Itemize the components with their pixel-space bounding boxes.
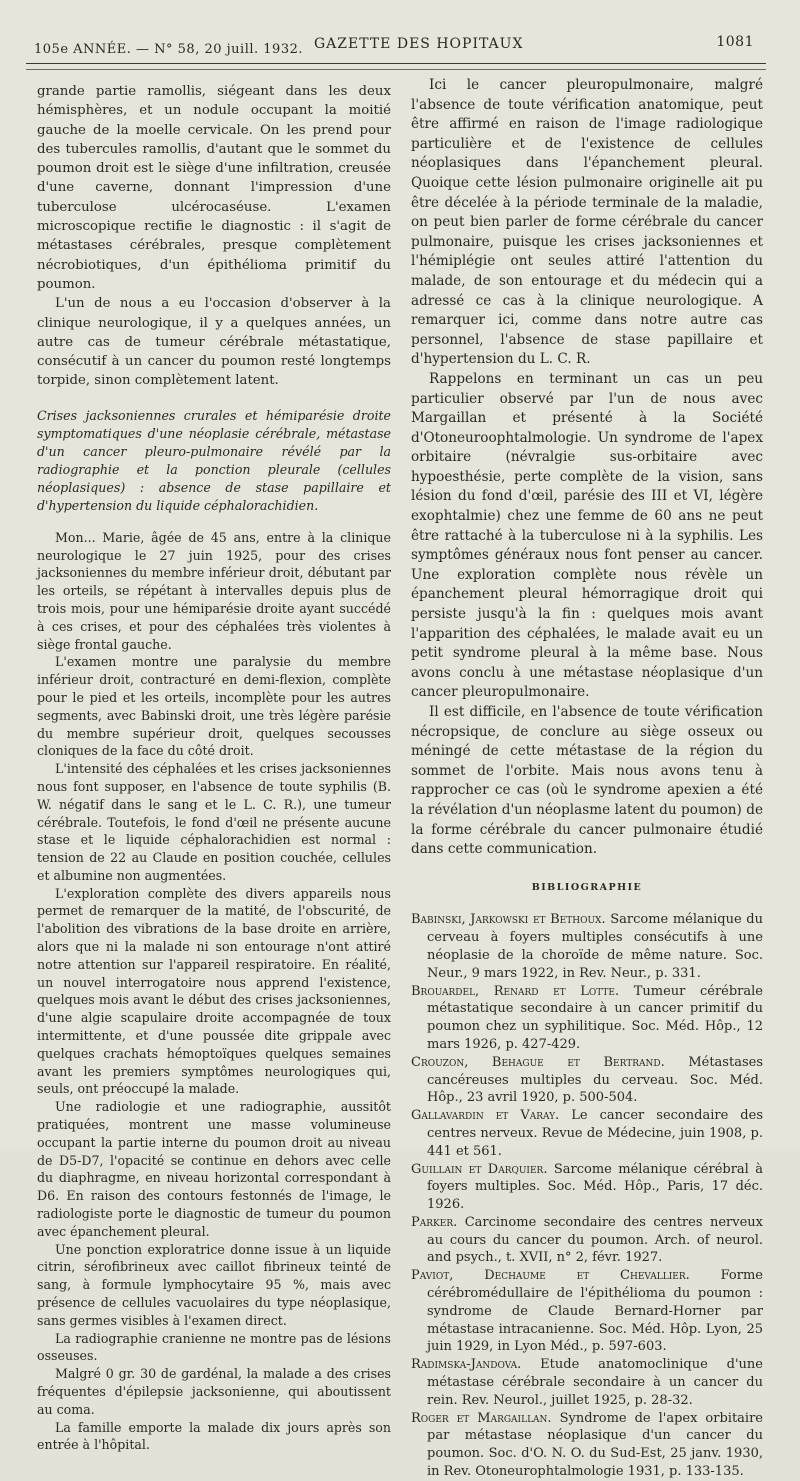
body-paragraph: Il est difficile, en l'absence de toute vérification nécropsique, de conclure au siège osseux ou méningé de cette métastase de la région du sommet de l'orbite. Mais nous avons tenu à rapprocher ce cas (où le syndrome apexien a été la révélation d'un néoplasme latent du poumon) de la forme cérébrale du cancer pulmonaire étudié dans cette communication. [411, 704, 763, 858]
bibliography-authors: Parker. [411, 1214, 458, 1230]
bibliography-entry [411, 911, 763, 982]
body-paragraph: Rappelons en terminant un cas un peu particulier observé par l'un de nous avec Margaillan et présenté à la Société d'Otoneuroophtalmologie. Un syndrome de l'apex orbitaire (névralgie sus-orbitaire avec hypoesthésie, perte complète de la vision, sans lésion du fond d'œil, parésie des III et VI, légère exophtalmie) chez une femme de 60 ans ne peut être rattaché à la tuberculose ni à la syphilis. Les symptômes généraux nous font penser au cancer. Une exploration complète nous révèle un épanchement pleural hémorragique droit qui persiste jusqu'à la fin : quelques mois avant l'apparition des céphalées, le malade avait eu un petit syndrome pleural à la même base. Nous avons conclu à une métastase néoplasique d'un cancer pleuropulmonaire. [411, 370, 763, 701]
case-paragraph: Mon... Marie, âgée de 45 ans, entre à la clinique neurologique le 27 juin 1925, pour des crises jacksoniennes du membre inférieur droit, débutant par les orteils, se répétant à intervalles depuis plus de trois mois, pour une hémiparésie droite ayant succédé à ces crises, et pour des céphalées très violentes à siège frontal gauche. [37, 529, 391, 652]
case-paragraph: La radiographie cranienne ne montre pas de lésions osseuses. [37, 1330, 391, 1364]
bibliography-text: Tumeur cérébrale métastatique secondaire à un cancer primitif du poumon chez un syphilitique. Soc. Méd. Hôp., 12 mars 1926, p. 427-429. [427, 983, 763, 1052]
case-paragraph: L'exploration complète des divers appareils nous permet de remarquer de la matité, de l'obscurité, de l'abolition des vibrations de la base droite en arrière, alors que ni la malade ni son entourage n'ont attiré notre attention sur l'appareil respiratoire. En réalité, un nouvel interrogatoire nous apprend l'existence, quelques mois avant le début des crises jacksoniennes, d'une algie scapulaire droite accompagnée de toux intermittente, et d'une poussée dite grippale avec quelques crachats hémoptoïques quelques semaines avant les premiers symptômes neurologiques qui, seuls, ont préoccupé la malade. [37, 885, 391, 1097]
bibliography-authors: Gallavardin et Varay. [411, 1108, 560, 1124]
issue-info: 105e ANNÉE. — N° 58, 20 juill. 1932. [34, 42, 303, 57]
bibliography-text: Syndrome de l'apex orbitaire par métastase néoplasique d'un cancer du poumon. Soc. d'O. N. O. du Sud-Est, 25 janv. 1930, in Rev. Otoneurophtalmologie 1931, p. 133-135. [427, 1410, 763, 1480]
case-paragraph: Une ponction exploratrice donne issue à un liquide citrin, sérofibrineux avec caillot fibrineux teinté de sang, à formule lymphocytaire 95 %, mais avec présence de cellules vacuolaires du type néoplasique, sans germes visibles à l'examen direct. [37, 1241, 391, 1328]
bibliography-authors: Guillain et Darquier. [411, 1161, 548, 1177]
bibliography-authors: Roger et Margaillan. [411, 1410, 552, 1426]
case-paragraph: Malgré 0 gr. 30 de gardénal, la malade a des crises fréquentes d'épilepsie jacksonienne, qui aboutissent au coma. [37, 1366, 391, 1417]
bibliography-entry [411, 983, 763, 1054]
case-paragraph: Une radiologie et une radiographie, aussitôt pratiquées, montrent une masse volumineuse occupant la partie interne du poumon droit au niveau de D5-D7, l'opacité se continue en dehors avec celle du diaphragme, en niveau horizontal correspondant à D6. En raison des contours festonnés de l'image, le radiologiste porte le diagnostic de tumeur du poumon avec épanchement pleural. [37, 1099, 391, 1239]
journal-title: GAZETTE DES HOPITAUX [314, 36, 524, 52]
bibliography-title: BIBLIOGRAPHIE [531, 881, 643, 893]
bibliography-authors: Crouzon, Behague et Bertrand. [411, 1054, 665, 1070]
bibliography-entry [411, 1267, 763, 1356]
bibliography-entry [411, 1410, 763, 1481]
bibliography-text: Etude anatomoclinique d'une métastase cérébrale secondaire à un cancer du rein. Rev. Neurol., juillet 1925, p. 28-32. [427, 1357, 764, 1408]
bibliography-entry [411, 1214, 763, 1267]
bibliography-text: Forme cérébromédullaire de l'épithélioma du poumon : syndrome de Claude Bernard-Horner par métastase intracanienne. Soc. Méd. Hôp. Lyon, 25 juin 1929, in Lyon Méd., p. 597-603. [427, 1268, 763, 1355]
case-paragraph: L'intensité des céphalées et les crises jacksoniennes nous font supposer, en l'absence de toute syphilis (B. W. négatif dans le sang et le L. C. R.), une tumeur cérébrale. Toutefois, le fond d'œil ne présente aucune stase et le liquide céphalorachidien est normal : tension de 22 au Claude en position couchée, cellules et albumine non augmentées. [37, 761, 391, 883]
right-column [411, 76, 763, 1481]
bibliography-entry [411, 1107, 763, 1160]
case-paragraph: La famille emporte la malade dix jours après son entrée à l'hôpital. [37, 1419, 391, 1453]
bibliography-authors: Paviot, Dechaume et Chevallier. [411, 1268, 690, 1284]
body-paragraph: L'un de nous a eu l'occasion d'observer à la clinique neurologique, il y a quelques années, un autre cas de tumeur cérébrale métastatique, consécutif à un cancer du poumon resté longtemps torpide, sinon complètement latent. [37, 296, 391, 389]
bibliography-text: Sarcome mélanique cérébral à foyers multiples. Soc. Méd. Hôp., Paris, 17 déc. 1926. [427, 1161, 763, 1213]
intro-paragraph: grande partie ramollis, siégeant dans les deux hémisphères, et un nodule occupant la moitié gauche de la moelle cervicale. On les prend pour des tubercules ramollis, d'autant que le sommet du poumon droit est le siège d'une infiltration, creusée d'une caverne, donnant l'impression d'une tuberculose ulcérocaséuse. L'examen microscopique rectifie le diagnostic : il s'agit de métastases cérébrales, presque complètement nécrobiotiques, d'un épithélioma primitif du poumon. [37, 84, 391, 292]
page-number: 1081 [716, 34, 754, 50]
page-header [34, 34, 764, 60]
bibliography-text: Le cancer secondaire des centres nerveux. Revue de Médecine, juin 1908, p. 441 et 561. [427, 1108, 763, 1159]
body-paragraph: Ici le cancer pleuropulmonaire, malgré l'absence de toute vérification anatomique, peut être affirmé en raison de l'image radiologique particulière et de l'existence de cellules néoplasiques dans l'épanchement pleural. Quoique cette lésion pulmonaire originelle ait pu être décelée à la période terminale de la maladie, on peut bien parler de forme cérébrale du cancer pulmonaire, puisque les crises jacksoniennes et l'hémiplégie ont seules attiré l'attention du malade, de son entourage et du médecin qui a adressé ce cas à la clinique neurologique. A remarquer ici, comme dans notre autre cas personnel, l'absence de stase papillaire et d'hypertension du L. C. R. [411, 77, 763, 368]
bibliography-list [411, 911, 763, 1481]
left-column [37, 82, 391, 1454]
case-title: Crises jacksoniennes crurales et hémiparésie droite symptomatiques d'une néoplasie cérébrale, métastase d'un cancer pleuro-pulmonaire révélé par la radiographie et la ponction pleurale (cellules néoplasiques) : absence de stase papillaire et d'hypertension du liquide céphalorachidien. [37, 407, 391, 513]
bibliography-entry [411, 1356, 763, 1409]
bibliography-authors: Babinski, Jarkowski et Bethoux. [411, 912, 606, 928]
bibliography-entry [411, 1054, 763, 1107]
bibliography-authors: Brouardel, Renard et Lotte. [411, 983, 620, 999]
bibliography-entry [411, 1161, 763, 1214]
bibliography-text: Carcinome secondaire des centres nerveux au cours du cancer du poumon. Arch. of neurol. and psych., t. XVII, n° 2, févr. 1927. [427, 1214, 763, 1266]
case-paragraph: L'examen montre une paralysie du membre inférieur droit, contracturé en demi-flexion, complète pour le pied et les orteils, incomplète pour les autres segments, avec Babinski droit, une très légère parésie du membre supérieur droit, quelques secousses cloniques de la face du côté droit. [37, 654, 391, 759]
header-rule-secondary [26, 69, 766, 70]
bibliography-text: Sarcome mélanique du cerveau à foyers multiples consécutifs à une néoplasie de la choroïde de même nature. Soc. Neur., 9 mars 1922, in Rev. Neur., p. 331. [427, 912, 763, 981]
bibliography-authors: Radimska-Jandova. [411, 1357, 522, 1373]
header-rule [26, 63, 766, 64]
bibliography-text: Métastases cancéreuses multiples du cerveau. Soc. Méd. Hôp., 23 avril 1920, p. 500-504. [427, 1054, 763, 1106]
